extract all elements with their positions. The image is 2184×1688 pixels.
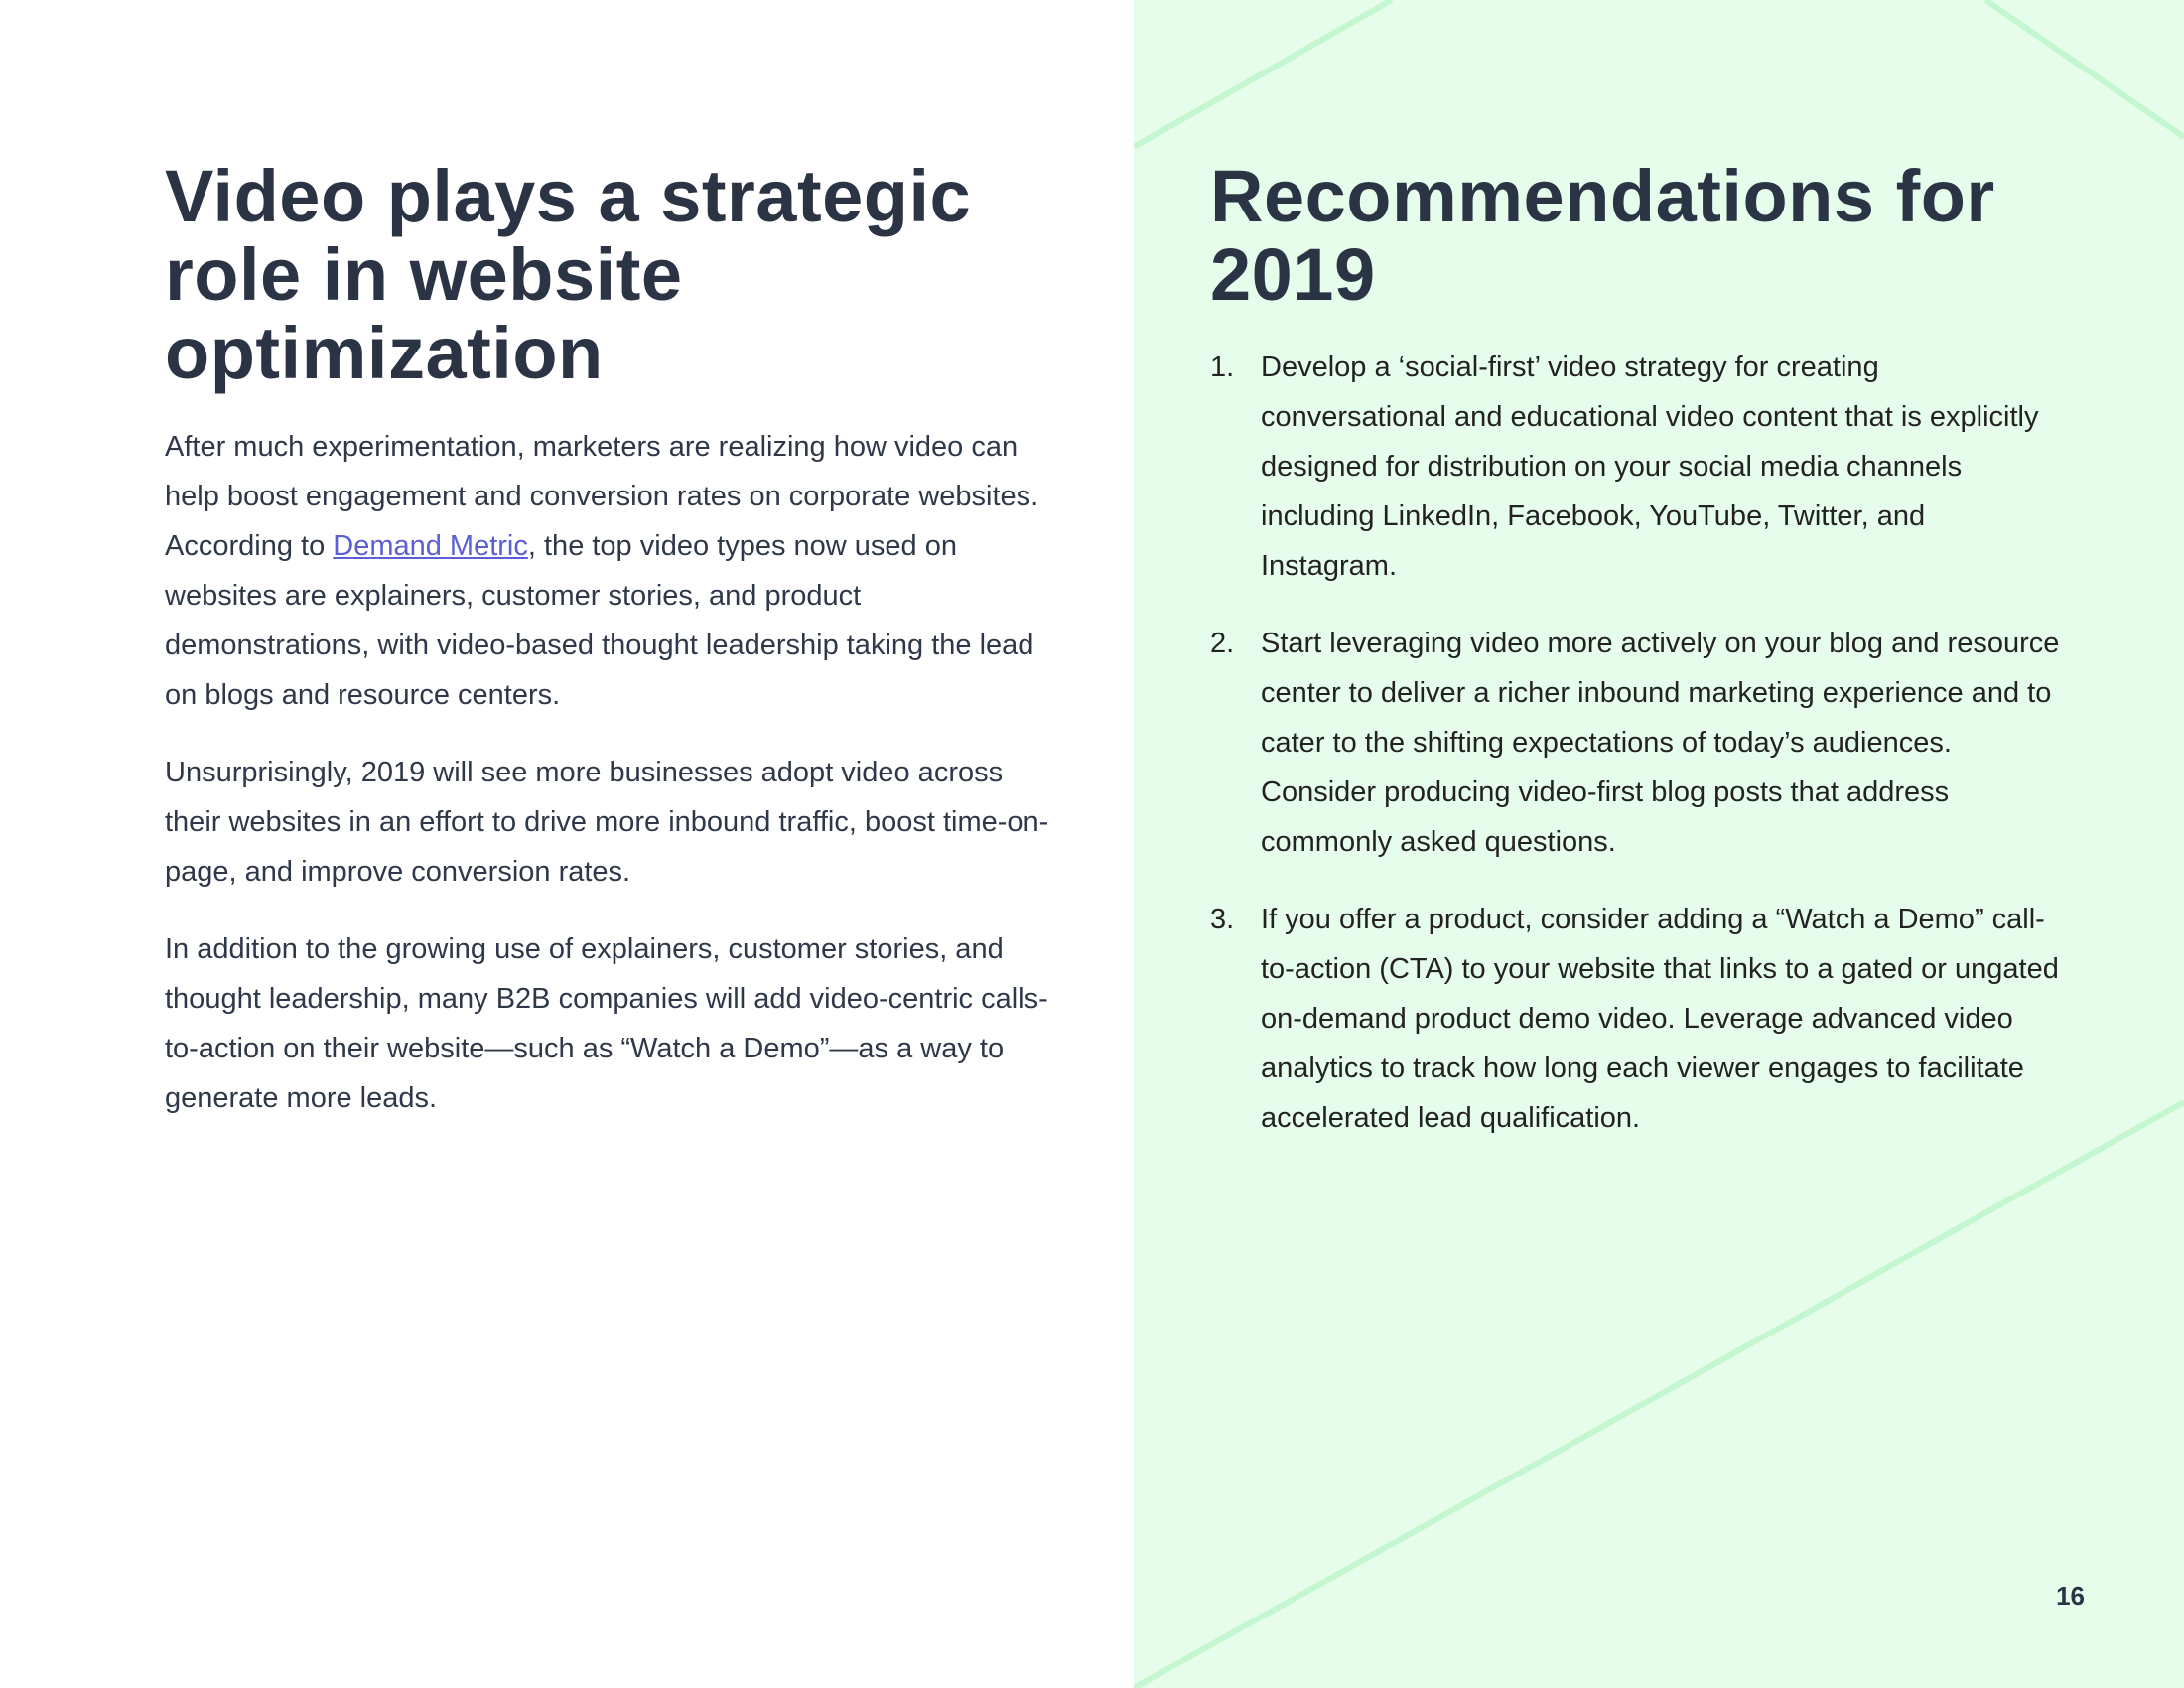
paragraph-2019: Unsurprisingly, 2019 will see more businesses adopt video across their websites in an effort to drive more inbound traffic, boost time-on-page, and improve conversion rates. [165, 757, 1049, 888]
paragraph-intro [165, 422, 1058, 720]
demand-metric-link[interactable]: Demand Metric [333, 530, 528, 562]
recommendation-number: 3. [1210, 904, 1235, 935]
intro-text-before: After much experimentation, marketers are realizing how video can help boost engagement and conversion rates on corporate websites. According to [165, 431, 1039, 562]
recommendations-heading: Recommendations for 2019 [1210, 155, 1995, 316]
decor-line-top-right [1985, 0, 2184, 137]
decor-line-top-left [1134, 0, 1392, 147]
recommendation-item [1210, 619, 2064, 867]
recommendation-text: If you offer a product, consider adding a “Watch a Demo” call-to-action (CTA) to your website that links to a gated or ungated on-demand product demo video. Leverage advanced video analytics to track how long each viewer engages to facilitate accelerated lead qualification. [1261, 904, 2059, 1134]
section-heading: Video plays a strategic role in website optimization [165, 155, 972, 394]
section-body [165, 422, 1058, 1151]
recommendation-text: Develop a ‘social-first’ video strategy for creating conversational and educational video content that is explicitly designed for distribution on your social media channels including LinkedIn, Facebook, YouTube, Twitter, and Instagram. [1261, 352, 2039, 582]
decor-line-bottom [1134, 1102, 2184, 1688]
recommendation-item [1210, 895, 2064, 1143]
recommendation-number: 1. [1210, 352, 1235, 383]
recommendation-number: 2. [1210, 628, 1235, 659]
recommendation-item [1210, 343, 2064, 591]
recommendations-list [1210, 343, 2064, 1171]
page-number: 16 [2056, 1581, 2085, 1611]
paragraph-cta: In addition to the growing use of explainers, customer stories, and thought leadership, many B2B companies will add video-centric calls-to-action on their website—such as “Watch a Demo”—as a way to generate more leads. [165, 933, 1048, 1114]
intro-text-after: , the top video types now used on websites are explainers, customer stories, and product demonstrations, with video-based thought leadership taking the lead on blogs and resource centers. [165, 530, 1034, 711]
recommendation-text: Start leveraging video more actively on your blog and resource center to deliver a richer inbound marketing experience and to cater to the shifting expectations of today’s audiences. Consider producing video-first blog posts that address commonly asked questions. [1261, 628, 2060, 858]
